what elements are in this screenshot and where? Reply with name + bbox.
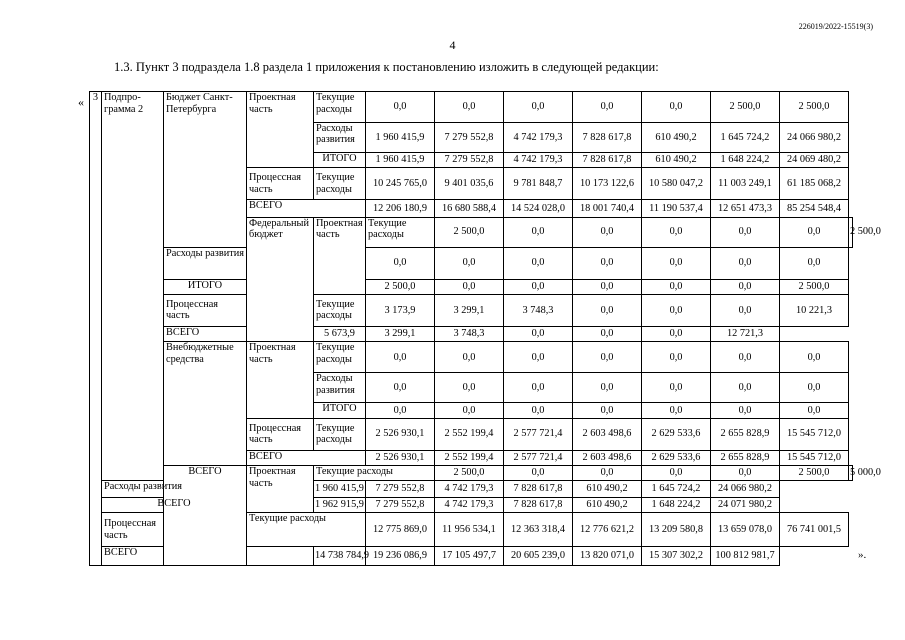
value-cell: 14 738 784,9: [314, 547, 366, 566]
value-cell: 0,0: [642, 279, 711, 294]
value-cell: 2 552 199,4: [435, 450, 504, 465]
value-cell: 0,0: [780, 247, 849, 279]
value-cell: 10 221,3: [780, 294, 849, 326]
value-cell: 4 742 179,3: [504, 122, 573, 152]
value-cell: 1 645 724,2: [711, 122, 780, 152]
value-cell: 13 820 071,0: [573, 547, 642, 566]
value-cell: 610 490,2: [573, 481, 642, 497]
value-cell: 0,0: [573, 247, 642, 279]
value-cell: 5 673,9: [314, 326, 366, 341]
value-cell: 2 577 721,4: [504, 418, 573, 450]
value-cell: 2 629 533,6: [642, 418, 711, 450]
value-cell: 0,0: [711, 279, 780, 294]
total-process-current-label: Текущие расходы: [247, 513, 366, 547]
value-cell: 0,0: [642, 294, 711, 326]
value-cell: 0,0: [504, 247, 573, 279]
value-cell: 1 960 415,9: [366, 122, 435, 152]
value-cell: 0,0: [504, 465, 573, 480]
value-cell: 0,0: [780, 217, 849, 247]
total-label: ВСЕГО: [164, 465, 247, 565]
value-cell: 16 680 588,4: [435, 200, 504, 218]
value-cell: 19 236 086,9: [366, 547, 435, 566]
value-cell: 0,0: [504, 279, 573, 294]
current-expenses-label: Текущие расходы: [314, 168, 366, 200]
spb-budget-label: Бюджет Санкт-Петербурга: [164, 92, 247, 248]
value-cell: 2 500,0: [780, 465, 849, 480]
value-cell: 24 066 980,2: [780, 122, 849, 152]
current-expenses-label: Текущие расходы: [314, 92, 366, 123]
value-cell: 2 655 828,9: [711, 418, 780, 450]
value-cell: 24 066 980,2: [711, 481, 780, 497]
value-cell: 12 206 180,9: [366, 200, 435, 218]
value-cell: 0,0: [366, 92, 435, 123]
value-cell: 3 748,3: [435, 326, 504, 341]
value-cell: 0,0: [642, 465, 711, 480]
value-cell: 2 500,0: [849, 217, 853, 247]
value-cell: 7 828 617,8: [573, 152, 642, 167]
grand-total-label: ВСЕГО: [102, 547, 314, 566]
value-cell: 3 173,9: [366, 294, 435, 326]
process-part-label: Процессная часть: [247, 168, 314, 200]
offbudget-label: Внебюджетные средства: [164, 342, 247, 466]
value-cell: 2 500,0: [780, 92, 849, 123]
value-cell: 7 828 617,8: [504, 497, 573, 512]
development-expenses-label: Расходы развития: [314, 122, 366, 152]
vsego-label: ВСЕГО: [247, 200, 366, 218]
value-cell: 15 545 712,0: [780, 418, 849, 450]
value-cell: 610 490,2: [642, 122, 711, 152]
value-cell: 100 812 981,7: [711, 547, 780, 566]
intro-paragraph: 1.3. Пункт 3 подраздела 1.8 раздела 1 приложения к постановлению изложить в следующей редакции:: [114, 60, 659, 74]
value-cell: 610 490,2: [573, 497, 642, 512]
value-cell: 7 279 552,8: [435, 122, 504, 152]
value-cell: 12 651 473,3: [711, 200, 780, 218]
total-development-label: Расходы развития: [102, 481, 247, 497]
current-expenses-label: Текущие расходы: [314, 418, 366, 450]
value-cell: 0,0: [366, 373, 435, 403]
vsego-label: ВСЕГО: [164, 326, 314, 341]
itogo-label: ИТОГО: [164, 279, 247, 294]
value-cell: 0,0: [366, 403, 435, 418]
value-cell: 1 645 724,2: [642, 481, 711, 497]
value-cell: 20 605 239,0: [504, 547, 573, 566]
value-cell: 9 781 848,7: [504, 168, 573, 200]
value-cell: 11 190 537,4: [642, 200, 711, 218]
value-cell: 0,0: [642, 326, 711, 341]
itogo-label: ИТОГО: [314, 403, 366, 418]
value-cell: 0,0: [435, 247, 504, 279]
value-cell: 0,0: [573, 465, 642, 480]
value-cell: 11 003 249,1: [711, 168, 780, 200]
value-cell: 0,0: [573, 217, 642, 247]
subprogram-cell: Подпро- грамма 2: [102, 92, 164, 481]
total-current-label: Текущие расходы: [314, 465, 435, 480]
value-cell: 0,0: [573, 342, 642, 373]
value-cell: 13 209 580,8: [642, 513, 711, 547]
value-cell: 0,0: [711, 342, 780, 373]
project-part-label: Проектная часть: [314, 217, 366, 294]
current-expenses-label: Текущие расходы: [314, 342, 366, 373]
value-cell: 4 742 179,3: [435, 497, 504, 512]
value-cell: 1 962 915,9: [314, 497, 366, 512]
value-cell: 3 748,3: [504, 294, 573, 326]
value-cell: 0,0: [504, 403, 573, 418]
project-part-label: Проектная часть: [247, 342, 314, 418]
current-expenses-label: Текущие расходы: [366, 217, 435, 247]
value-cell: 2 552 199,4: [435, 418, 504, 450]
value-cell: 1 960 415,9: [314, 481, 366, 497]
value-cell: 15 307 302,2: [642, 547, 711, 566]
value-cell: 17 105 497,7: [435, 547, 504, 566]
value-cell: 85 254 548,4: [780, 200, 849, 218]
value-cell: 2 603 498,6: [573, 450, 642, 465]
value-cell: 0,0: [504, 217, 573, 247]
value-cell: 4 742 179,3: [435, 481, 504, 497]
value-cell: 10 245 765,0: [366, 168, 435, 200]
process-part-label: Процессная часть: [164, 294, 247, 326]
value-cell: 12 721,3: [711, 326, 780, 341]
value-cell: 0,0: [504, 342, 573, 373]
federal-budget-label: Федеральный бюджет: [247, 217, 314, 342]
value-cell: 24 069 480,2: [780, 152, 849, 167]
value-cell: 76 741 001,5: [780, 513, 849, 547]
value-cell: 2 500,0: [780, 279, 849, 294]
value-cell: 24 071 980,2: [711, 497, 780, 512]
value-cell: 0,0: [780, 342, 849, 373]
total-project-part-label: Проектная часть: [247, 465, 314, 512]
value-cell: 2 500,0: [366, 279, 435, 294]
development-expenses-label: Расходы развития: [314, 373, 366, 403]
project-part-label: Проектная часть: [247, 92, 314, 168]
value-cell: 2 500,0: [435, 465, 504, 480]
value-cell: 5 000,0: [849, 465, 853, 480]
value-cell: 0,0: [504, 92, 573, 123]
value-cell: 3 299,1: [366, 326, 435, 341]
value-cell: 0,0: [435, 373, 504, 403]
value-cell: 0,0: [366, 247, 435, 279]
value-cell: 2 577 721,4: [504, 450, 573, 465]
value-cell: 610 490,2: [642, 152, 711, 167]
value-cell: 0,0: [573, 294, 642, 326]
value-cell: 7 279 552,8: [366, 497, 435, 512]
value-cell: 15 545 712,0: [780, 450, 849, 465]
value-cell: 2 526 930,1: [366, 418, 435, 450]
value-cell: 0,0: [435, 342, 504, 373]
page-number: 4: [449, 38, 456, 52]
value-cell: 0,0: [780, 373, 849, 403]
value-cell: 0,0: [573, 326, 642, 341]
value-cell: 1 648 224,2: [642, 497, 711, 512]
value-cell: 7 828 617,8: [504, 481, 573, 497]
value-cell: 0,0: [573, 373, 642, 403]
value-cell: 10 580 047,2: [642, 168, 711, 200]
funding-table: [89, 91, 881, 566]
development-expenses-label: Расходы развития: [164, 247, 247, 279]
value-cell: 7 279 552,8: [366, 481, 435, 497]
value-cell: 7 828 617,8: [573, 122, 642, 152]
value-cell: 0,0: [711, 373, 780, 403]
value-cell: 7 279 552,8: [435, 152, 504, 167]
value-cell: 0,0: [573, 92, 642, 123]
value-cell: 0,0: [711, 294, 780, 326]
value-cell: 0,0: [642, 217, 711, 247]
value-cell: 3 299,1: [435, 294, 504, 326]
value-cell: 2 500,0: [435, 217, 504, 247]
value-cell: 2 526 930,1: [366, 450, 435, 465]
value-cell: 1 648 224,2: [711, 152, 780, 167]
total-project-vsego-label: ВСЕГО: [102, 497, 247, 512]
total-process-part-label: Процессная часть: [102, 513, 164, 547]
value-cell: 0,0: [366, 342, 435, 373]
value-cell: 11 956 534,1: [435, 513, 504, 547]
value-cell: 61 185 068,2: [780, 168, 849, 200]
value-cell: 2 629 533,6: [642, 450, 711, 465]
value-cell: 0,0: [435, 92, 504, 123]
value-cell: 1 960 415,9: [366, 152, 435, 167]
value-cell: 0,0: [642, 342, 711, 373]
value-cell: 4 742 179,3: [504, 152, 573, 167]
value-cell: 0,0: [435, 279, 504, 294]
value-cell: 18 001 740,4: [573, 200, 642, 218]
process-part-label: Процессная часть: [247, 418, 314, 450]
row-number-cell: 3: [90, 92, 102, 566]
value-cell: 0,0: [711, 217, 780, 247]
value-cell: 9 401 035,6: [435, 168, 504, 200]
value-cell: 13 659 078,0: [711, 513, 780, 547]
value-cell: 10 173 122,6: [573, 168, 642, 200]
value-cell: 0,0: [573, 403, 642, 418]
value-cell: 0,0: [642, 247, 711, 279]
vsego-label: ВСЕГО: [247, 450, 366, 465]
closing-quote: ».: [858, 549, 867, 561]
document-number: 226019/2022-15519(3): [798, 22, 873, 31]
value-cell: 0,0: [642, 373, 711, 403]
current-expenses-label: Текущие расходы: [314, 294, 366, 326]
value-cell: 0,0: [504, 326, 573, 341]
itogo-label: ИТОГО: [314, 152, 366, 167]
value-cell: 12 363 318,4: [504, 513, 573, 547]
value-cell: 0,0: [711, 403, 780, 418]
value-cell: 0,0: [642, 92, 711, 123]
value-cell: 0,0: [711, 247, 780, 279]
value-cell: 12 776 621,2: [573, 513, 642, 547]
value-cell: 12 775 869,0: [366, 513, 435, 547]
value-cell: 0,0: [504, 373, 573, 403]
value-cell: 2 655 828,9: [711, 450, 780, 465]
value-cell: 2 500,0: [711, 92, 780, 123]
value-cell: 0,0: [780, 403, 849, 418]
value-cell: 14 524 028,0: [504, 200, 573, 218]
value-cell: 0,0: [435, 403, 504, 418]
value-cell: 0,0: [573, 279, 642, 294]
value-cell: 2 603 498,6: [573, 418, 642, 450]
opening-quote: «: [78, 95, 84, 109]
value-cell: 0,0: [711, 465, 780, 480]
value-cell: 0,0: [642, 403, 711, 418]
